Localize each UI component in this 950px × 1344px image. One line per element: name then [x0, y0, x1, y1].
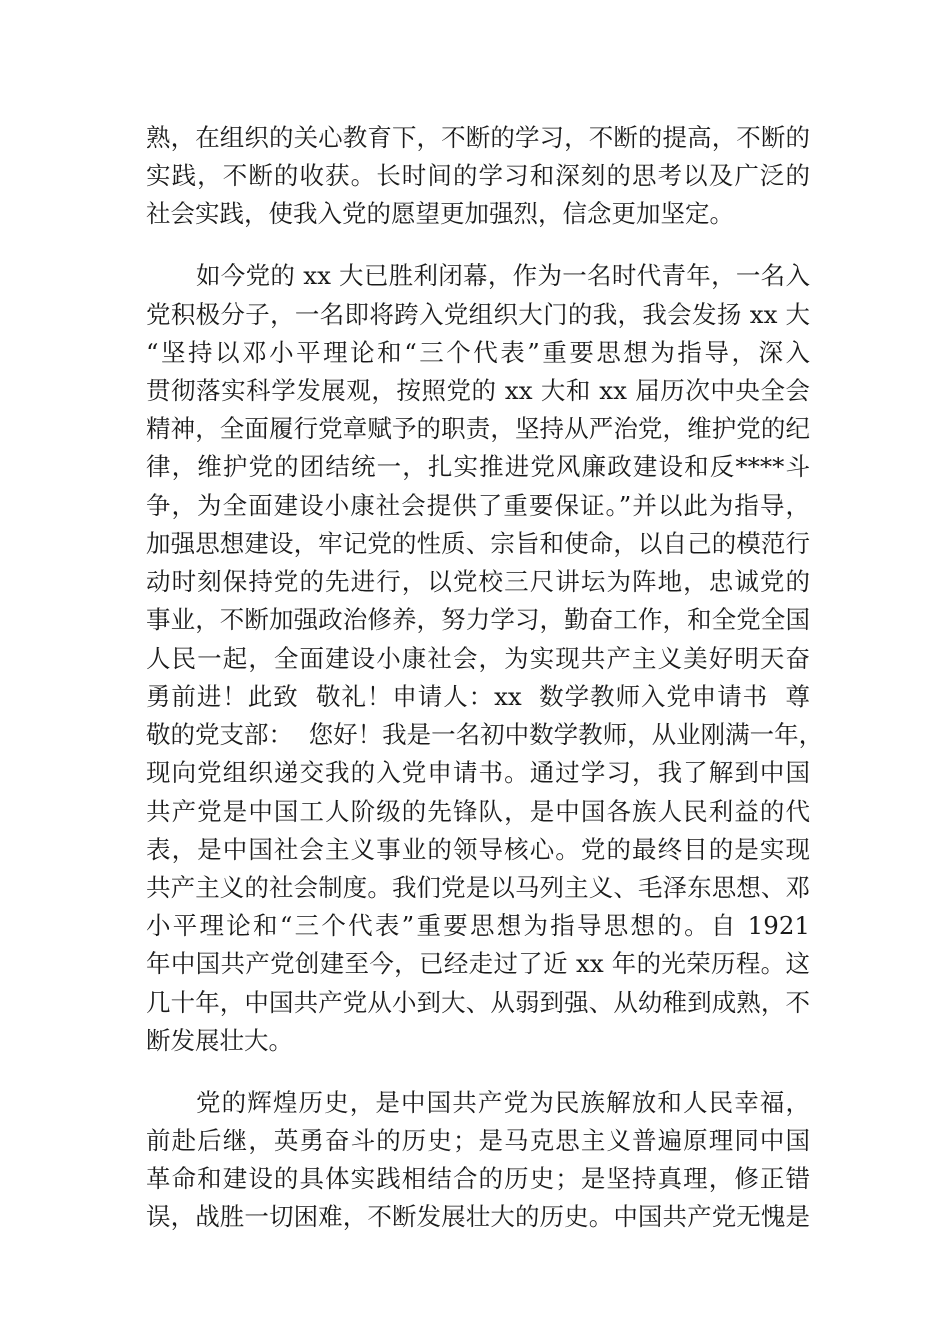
text-line: 加强思想建设，牢记党的性质、宗旨和使命，以自己的模范行 [146, 529, 810, 558]
text-line: 误，战胜一切困难，不断发展壮大的历史。中国共产党无愧是 [146, 1202, 810, 1231]
text-line: 现向党组织递交我的入党申请书。通过学习，我了解到中国 [146, 758, 810, 787]
text-line: 贯彻落实科学发展观，按照党的 xx 大和 xx 届历次中央全会 [146, 376, 810, 405]
text-line: 动时刻保持党的先进行，以党校三尺讲坛为阵地，忠诚党的 [146, 567, 810, 596]
text-line: 人民一起，全面建设小康社会，为实现共产主义美好明天奋 [146, 644, 810, 673]
text-line: 勇前进！此致 敬礼！申请人：xx 数学教师入党申请书 尊 [146, 682, 810, 711]
text-line: 共产党是中国工人阶级的先锋队，是中国各族人民利益的代 [146, 797, 810, 826]
text-line: 断发展壮大。 [146, 1026, 293, 1055]
text-line: 精神，全面履行党章赋予的职责，坚持从严治党，维护党的纪 [146, 414, 810, 443]
text-line: 党积极分子，一名即将跨入党组织大门的我，我会发扬 xx 大 [146, 300, 810, 329]
text-line: 事业，不断加强政治修养，努力学习，勤奋工作，和全党全国 [146, 605, 810, 634]
text-line: “坚持以邓小平理论和“三个代表”重要思想为指导，深入 [146, 338, 810, 367]
text-line: 前赴后继，英勇奋斗的历史；是马克思主义普遍原理同中国 [146, 1126, 810, 1155]
text-line: 争，为全面建设小康社会提供了重要保证。”并以此为指导， [146, 491, 810, 520]
text-line: 律，维护党的团结统一，扎实推进党风廉政建设和反****斗 [146, 452, 810, 481]
paragraph-start-line: 如今党的 xx 大已胜利闭幕，作为一名时代青年，一名入 [196, 261, 810, 290]
text-line: 熟，在组织的关心教育下，不断的学习，不断的提高，不断的 [146, 123, 810, 152]
text-line: 实践，不断的收获。长时间的学习和深刻的思考以及广泛的 [146, 161, 810, 190]
text-line: 表，是中国社会主义事业的领导核心。党的最终目的是实现 [146, 835, 810, 864]
paragraph-start-line: 党的辉煌历史，是中国共产党为民族解放和人民幸福， [196, 1088, 810, 1117]
text-line: 革命和建设的具体实践相结合的历史；是坚持真理，修正错 [146, 1164, 810, 1193]
text-line: 小平理论和“三个代表”重要思想为指导思想的。自 1921 [146, 911, 810, 940]
text-line: 共产主义的社会制度。我们党是以马列主义、毛泽东思想、邓 [146, 873, 810, 902]
text-line: 社会实践，使我入党的愿望更加强烈，信念更加坚定。 [146, 199, 734, 228]
text-line: 年中国共产党创建至今，已经走过了近 xx 年的光荣历程。这 [146, 949, 810, 978]
text-line: 几十年，中国共产党从小到大、从弱到强、从幼稚到成熟，不 [146, 988, 810, 1017]
text-line: 敬的党支部： 您好！我是一名初中数学教师，从业刚满一年， [146, 720, 824, 749]
